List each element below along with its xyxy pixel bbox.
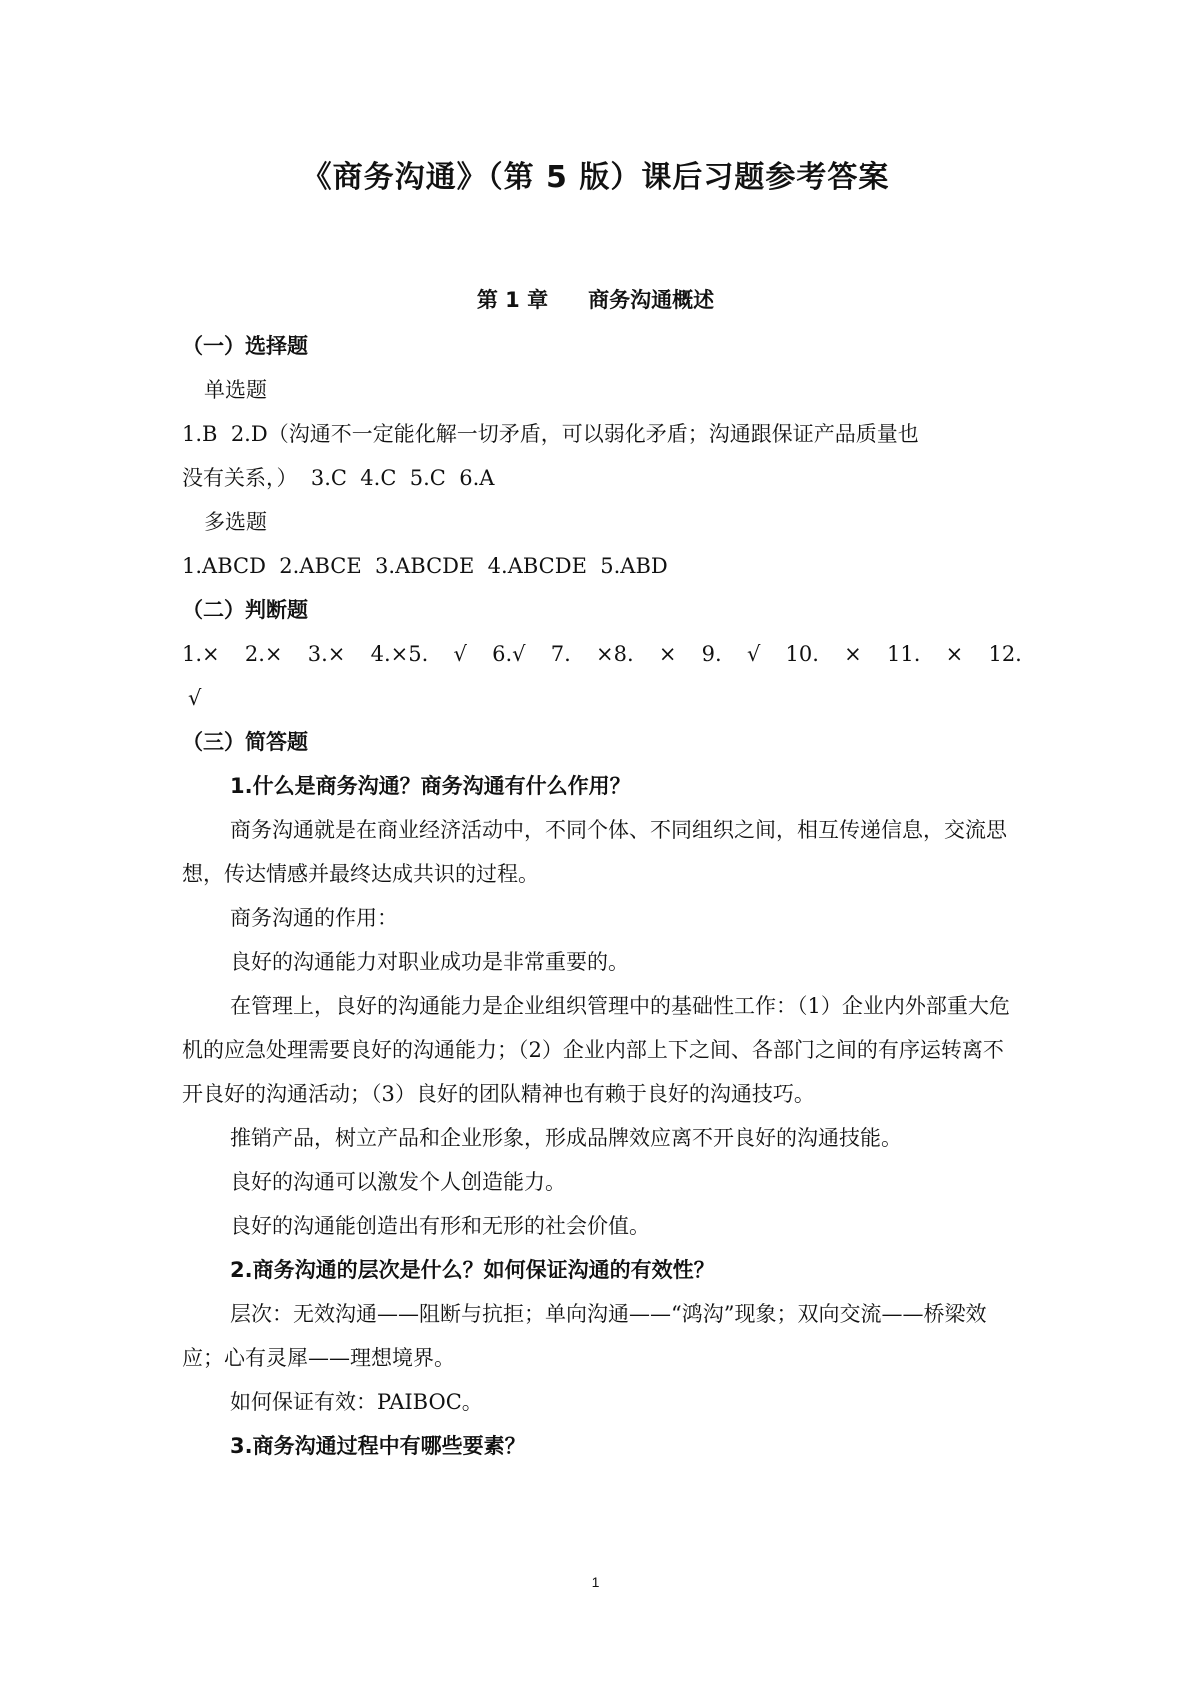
judge-item: 12. — [988, 642, 1022, 666]
multi-choice-label: 多选题 — [204, 510, 267, 534]
answer-paragraph: 层次：无效沟通——阻断与抗拒；单向沟通——“鸿沟”现象；双向交流——桥梁效应；心有灵犀——理想境界。 — [182, 1302, 987, 1370]
question-3: 3.商务沟通过程中有哪些要素？ — [230, 1434, 526, 1458]
judge-item: 10. — [785, 642, 819, 666]
answer-paragraph: 商务沟通的作用： — [230, 906, 398, 930]
judge-item: 2.× — [244, 642, 283, 666]
judge-item: ×8. — [595, 642, 634, 666]
judge-item: √ — [746, 642, 761, 666]
question-1: 1.什么是商务沟通？商务沟通有什么作用？ — [230, 774, 631, 798]
judge-item: 3.× — [307, 642, 346, 666]
page-number: 1 — [591, 1574, 600, 1590]
single-choice-answers-line1: 1.B 2.D（沟通不一定能化解一切矛盾，可以弱化矛盾；沟通跟保证产品质量也 — [182, 422, 919, 446]
chapter-name: 商务沟通概述 — [588, 288, 715, 312]
answer-paragraph: 在管理上，良好的沟通能力是企业组织管理中的基础性工作：（1）企业内外部重大危机的应急处理需要良好的沟通能力；（2）企业内部上下之间、各部门之间的有序运转离不开良好的沟通活动；（3）良好的团队精神也有赖于良好的沟通技巧。 — [182, 994, 1010, 1106]
judge-item: 4.×5. — [370, 642, 429, 666]
single-choice-label: 单选题 — [204, 378, 267, 402]
judge-answers-tail: √ — [188, 686, 202, 710]
answer-paragraph: 良好的沟通能创造出有形和无形的社会价值。 — [230, 1214, 650, 1238]
answer-paragraph: 商务沟通就是在商业经济活动中，不同个体、不同组织之间，相互传递信息，交流思想，传达情感并最终达成共识的过程。 — [182, 818, 1007, 886]
section-heading-choice: （一）选择题 — [182, 334, 308, 358]
answer-paragraph: 如何保证有效：PAIBOC。 — [230, 1390, 483, 1414]
document-title: 《商务沟通》（第 5 版）课后习题参考答案 — [301, 160, 890, 195]
multi-choice-answers: 1.ABCD 2.ABCE 3.ABCDE 4.ABCDE 5.ABD — [182, 554, 668, 578]
judge-answers-line — [182, 632, 1022, 676]
question-2: 2.商务沟通的层次是什么？如何保证沟通的有效性？ — [230, 1258, 715, 1282]
judge-item: × — [658, 642, 677, 666]
document-body — [182, 324, 1022, 1468]
judge-item: 11. — [887, 642, 921, 666]
answer-paragraph: 良好的沟通能力对职业成功是非常重要的。 — [230, 950, 629, 974]
judge-item: 7. — [550, 642, 571, 666]
judge-item: 1.× — [182, 642, 220, 666]
answer-paragraph: 推销产品，树立产品和企业形象，形成品牌效应离不开良好的沟通技能。 — [230, 1126, 902, 1150]
chapter-number: 第 1 章 — [476, 288, 549, 312]
judge-item: × — [844, 642, 862, 666]
answer-paragraph: 良好的沟通可以激发个人创造能力。 — [230, 1170, 566, 1194]
judge-item: √ — [453, 642, 467, 666]
section-heading-short-answer: （三）简答题 — [182, 730, 308, 754]
judge-item: 9. — [701, 642, 722, 666]
single-choice-answers-line2: 没有关系，） 3.C 4.C 5.C 6.A — [182, 466, 495, 490]
judge-item: 6.√ — [492, 642, 526, 666]
section-heading-judge: （二）判断题 — [182, 598, 308, 622]
chapter-heading — [0, 284, 1191, 314]
judge-item: × — [945, 642, 964, 666]
